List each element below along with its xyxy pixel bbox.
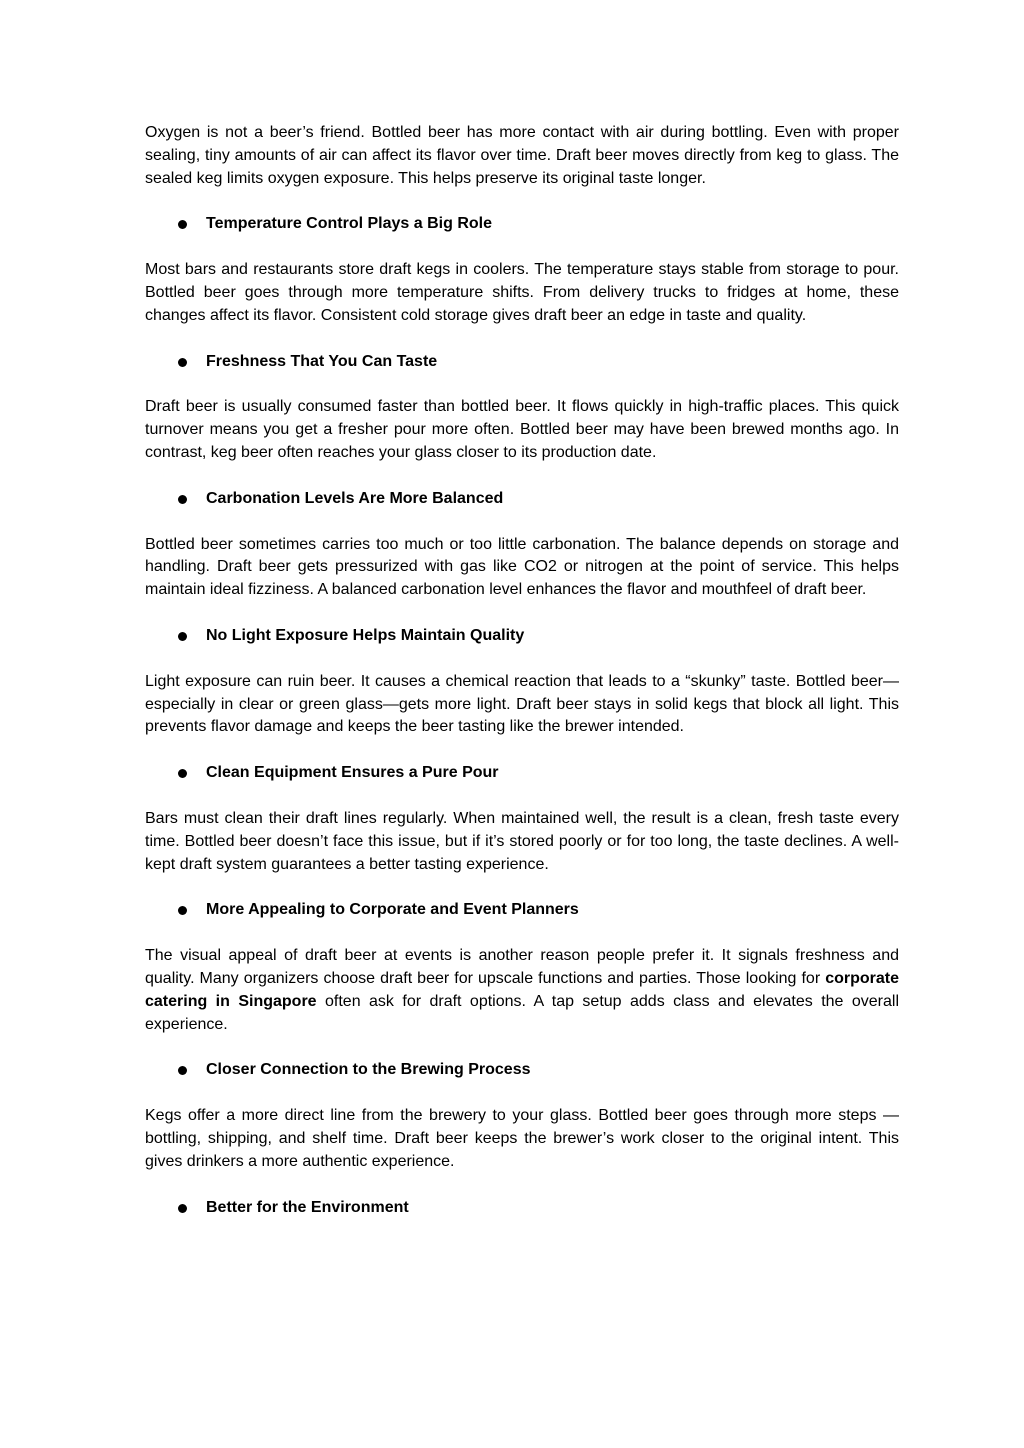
heading-text: Better for the Environment xyxy=(206,1198,409,1216)
bullet-icon xyxy=(178,220,187,229)
heading-text: Carbonation Levels Are More Balanced xyxy=(206,489,504,507)
section-paragraph-freshness: Draft beer is usually consumed faster than bottled beer. It flows quickly in high-traffic places. This quick turnover means you get a fresher pour more often. Bottled beer may have been brewed months ago. In contrast, keg beer often reaches your glass closer to its production date. xyxy=(145,398,899,461)
paragraph-text-after: often ask for draft options. A tap setup adds class and elevates the overall experience. xyxy=(145,992,900,1033)
section-heading-environment xyxy=(145,1197,899,1220)
section-paragraph-event-planners xyxy=(145,945,899,1036)
section-heading-freshness xyxy=(145,351,899,374)
bullet-icon xyxy=(178,1204,187,1213)
heading-text: Clean Equipment Ensures a Pure Pour xyxy=(206,764,499,782)
heading-text: Temperature Control Plays a Big Role xyxy=(206,215,492,233)
heading-text: Freshness That You Can Taste xyxy=(206,352,438,370)
heading-text: More Appealing to Corporate and Event Planners xyxy=(206,901,579,919)
section-heading-light-exposure xyxy=(145,625,899,648)
bullet-icon xyxy=(178,1066,187,1075)
section-paragraph-brewing-process: Kegs offer a more direct line from the brewery to your glass. Bottled beer goes through more steps —bottling, shipping, and shelf time. Draft beer keeps the brewer’s work closer to the original intent. This gives drinkers a more authentic experience. xyxy=(145,1107,899,1170)
section-paragraph-temperature: Most bars and restaurants store draft kegs in coolers. The temperature stays stable from storage to pour. Bottled beer goes through more temperature shifts. From delivery trucks to fridges at home, these changes affect its flavor. Consistent cold storage gives draft beer an edge in taste and quality. xyxy=(145,261,899,324)
heading-text: Closer Connection to the Brewing Process xyxy=(206,1061,531,1079)
bullet-icon xyxy=(178,769,187,778)
heading-text: No Light Exposure Helps Maintain Quality xyxy=(206,626,525,644)
intro-paragraph: Oxygen is not a beer’s friend. Bottled beer has more contact with air during bottling. Even with proper sealing, tiny amounts of air can affect its flavor over time. Draft beer moves directly from keg to glass. The sealed keg limits oxygen exposure. This helps preserve its original taste longer. xyxy=(145,124,899,187)
section-paragraph-light-exposure: Light exposure can ruin beer. It causes a chemical reaction that leads to a “skunky” taste. Bottled beer—especially in clear or green glass—gets more light. Draft beer stays in solid kegs that block all light. This prevents flavor damage and keeps the beer tasting like the brewer intended. xyxy=(145,672,899,736)
bullet-icon xyxy=(178,906,187,915)
section-heading-temperature xyxy=(145,213,899,236)
section-paragraph-clean-equipment: Bars must clean their draft lines regularly. When maintained well, the result is a clean, fresh taste every time. Bottled beer doesn’t face this issue, but if it’s stored poorly or for too long, the taste declines. A well-kept draft system guarantees a better tasting experience. xyxy=(145,809,899,873)
section-heading-carbonation xyxy=(145,488,899,511)
bullet-icon xyxy=(178,358,187,367)
section-paragraph-carbonation: Bottled beer sometimes carries too much or too little carbonation. The balance depends on storage and handling. Draft beer gets pressurized with gas like CO2 or nitrogen at the point of service. This helps maintain ideal fizziness. A balanced carbonation level enhances the flavor and mouthfeel of draft beer. xyxy=(145,535,899,599)
corporate-catering-phrase: corporate catering in Singapore xyxy=(145,969,899,1010)
paragraph-text-before: The visual appeal of draft beer at events is another reason people prefer it. It signals freshness and quality. Many organizers choose draft beer for upscale functions and parties. Those looking for xyxy=(145,947,899,987)
section-heading-event-planners xyxy=(145,899,899,922)
section-heading-clean-equipment xyxy=(145,762,899,785)
section-heading-brewing-process xyxy=(145,1059,899,1082)
bullet-icon xyxy=(178,632,187,641)
bullet-icon xyxy=(178,495,187,504)
document-page xyxy=(145,122,899,1242)
